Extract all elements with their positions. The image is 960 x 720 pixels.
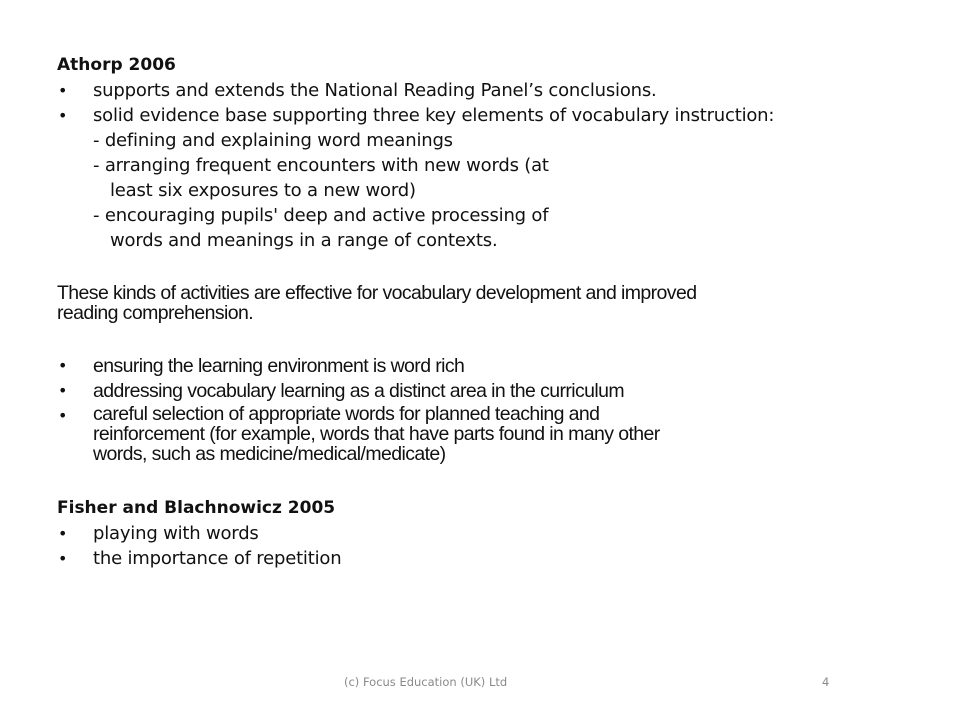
bullet-text: playing with words <box>93 523 259 544</box>
bullet-icon: • <box>58 356 68 375</box>
page-number: 4 <box>822 675 830 689</box>
paragraph-line: reading comprehension. <box>57 302 254 324</box>
bullet-text: the importance of repetition <box>93 548 342 569</box>
sub-item-continuation: least six exposures to a new word) <box>110 180 416 201</box>
footer-copyright: (c) Focus Education (UK) Ltd <box>344 675 508 689</box>
bullet-text-continuation: words, such as medicine/medical/medicate) <box>93 443 446 465</box>
bullet-icon: • <box>58 106 68 125</box>
sub-item: - encouraging pupils' deep and active processing of <box>93 205 549 226</box>
bullet-icon: • <box>58 549 68 568</box>
bullet-text: supports and extends the National Reading Panel’s conclusions. <box>93 80 657 101</box>
sub-item: - defining and explaining word meanings <box>93 130 453 151</box>
bullet-icon: • <box>58 381 68 400</box>
bullet-text: ensuring the learning environment is word rich <box>93 355 465 377</box>
paragraph-line: These kinds of activities are effective for vocabulary development and improved <box>57 282 697 304</box>
bullet-icon: • <box>58 81 68 100</box>
section-heading-fisher: Fisher and Blachnowicz 2005 <box>57 498 336 518</box>
sub-item-continuation: words and meanings in a range of contexts. <box>110 230 498 251</box>
bullet-text: addressing vocabulary learning as a distinct area in the curriculum <box>93 380 625 402</box>
bullet-text: careful selection of appropriate words for planned teaching and <box>93 403 600 425</box>
bullet-icon: • <box>58 524 68 543</box>
bullet-icon: • <box>58 406 68 425</box>
section-heading-athorp: Athorp 2006 <box>57 55 176 75</box>
bullet-text-continuation: reinforcement (for example, words that have parts found in many other <box>93 423 660 445</box>
bullet-text: solid evidence base supporting three key elements of vocabulary instruction: <box>93 105 775 126</box>
sub-item: - arranging frequent encounters with new words (at <box>93 155 549 176</box>
